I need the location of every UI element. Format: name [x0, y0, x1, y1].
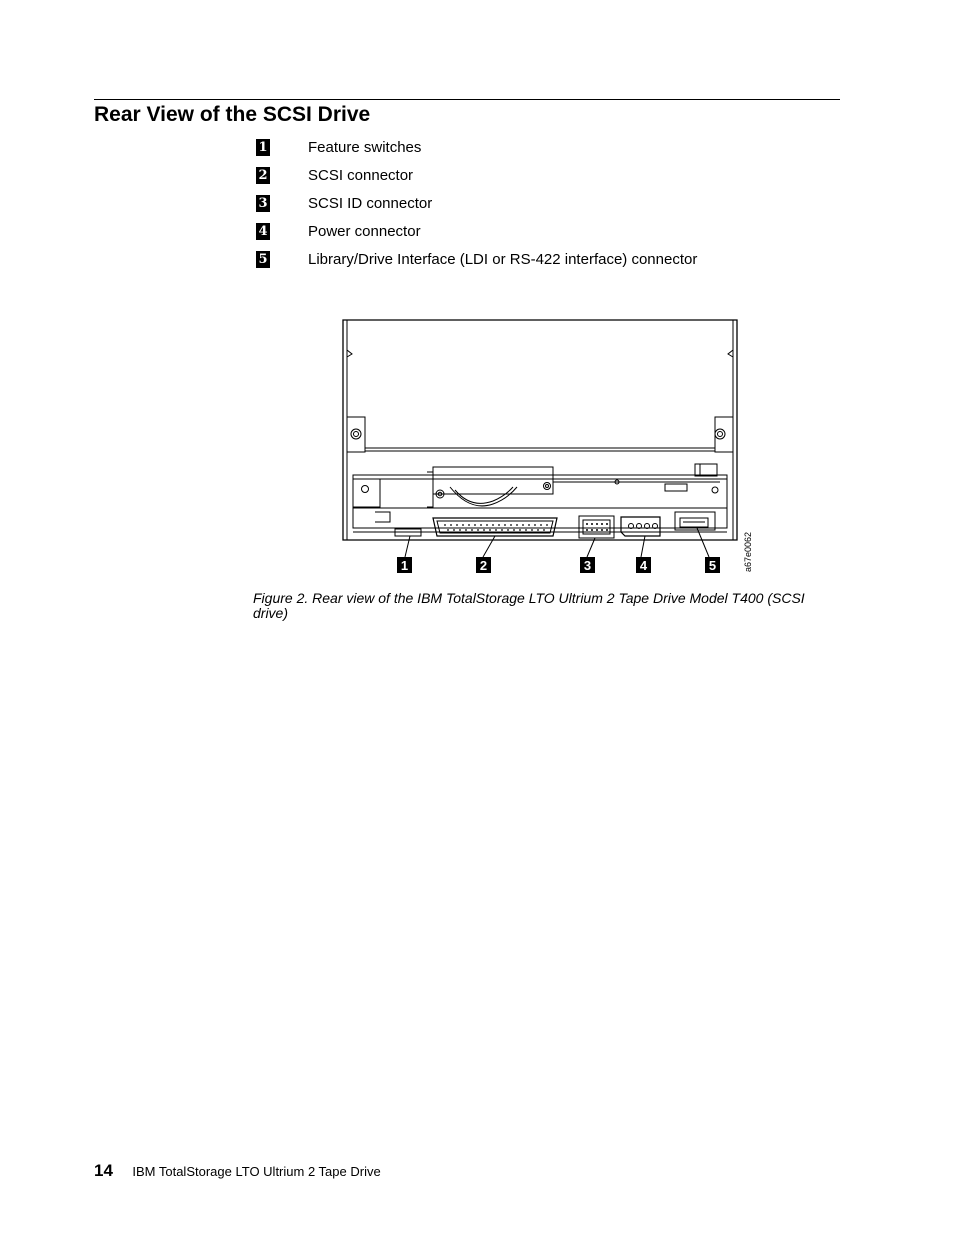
- legend-item: [256, 249, 816, 277]
- figure-callout-3: [580, 557, 595, 573]
- callout-badge: 5: [256, 251, 270, 268]
- legend-label: SCSI connector: [308, 167, 414, 184]
- legend-item: [256, 221, 816, 249]
- callout-badge: 1: [256, 139, 270, 156]
- drive-rear-view-illustration: [335, 312, 765, 582]
- figure-callout-1: [397, 557, 412, 573]
- footer-document-title: IBM TotalStorage LTO Ultrium 2 Tape Drive: [132, 1164, 381, 1179]
- figure-callout-4: [636, 557, 651, 573]
- page-number: 14: [94, 1161, 113, 1180]
- callout-number: 2: [479, 558, 488, 573]
- callout-badge: 4: [256, 223, 270, 240]
- legend-label: Library/Drive Interface (LDI or RS-422 interface) connector: [308, 251, 698, 268]
- legend-label: Feature switches: [308, 139, 422, 156]
- callout-number: 4: [639, 558, 648, 573]
- callout-number: 1: [400, 558, 409, 573]
- callout-number: 3: [583, 558, 592, 573]
- section-heading: Rear View of the SCSI Drive: [94, 103, 371, 126]
- callout-number: 5: [708, 558, 717, 573]
- drive-rear-view-figure: [335, 312, 765, 582]
- figure-art-id: a67e0062: [743, 531, 753, 572]
- section-rule: [94, 99, 840, 100]
- legend-item: [256, 193, 816, 221]
- page-footer: [94, 1161, 381, 1181]
- legend-item: [256, 165, 816, 193]
- callout-badge: 2: [256, 167, 270, 184]
- legend-label: Power connector: [308, 223, 421, 240]
- legend-item: [256, 137, 816, 165]
- legend-label: SCSI ID connector: [308, 195, 433, 212]
- figure-caption: Figure 2. Rear view of the IBM TotalStorage LTO Ultrium 2 Tape Drive Model T400 (SCSI drive): [253, 590, 805, 621]
- callout-legend: [256, 137, 816, 277]
- callout-badge: 3: [256, 195, 270, 212]
- figure-callout-5: [705, 557, 720, 573]
- figure-callout-2: [476, 557, 491, 573]
